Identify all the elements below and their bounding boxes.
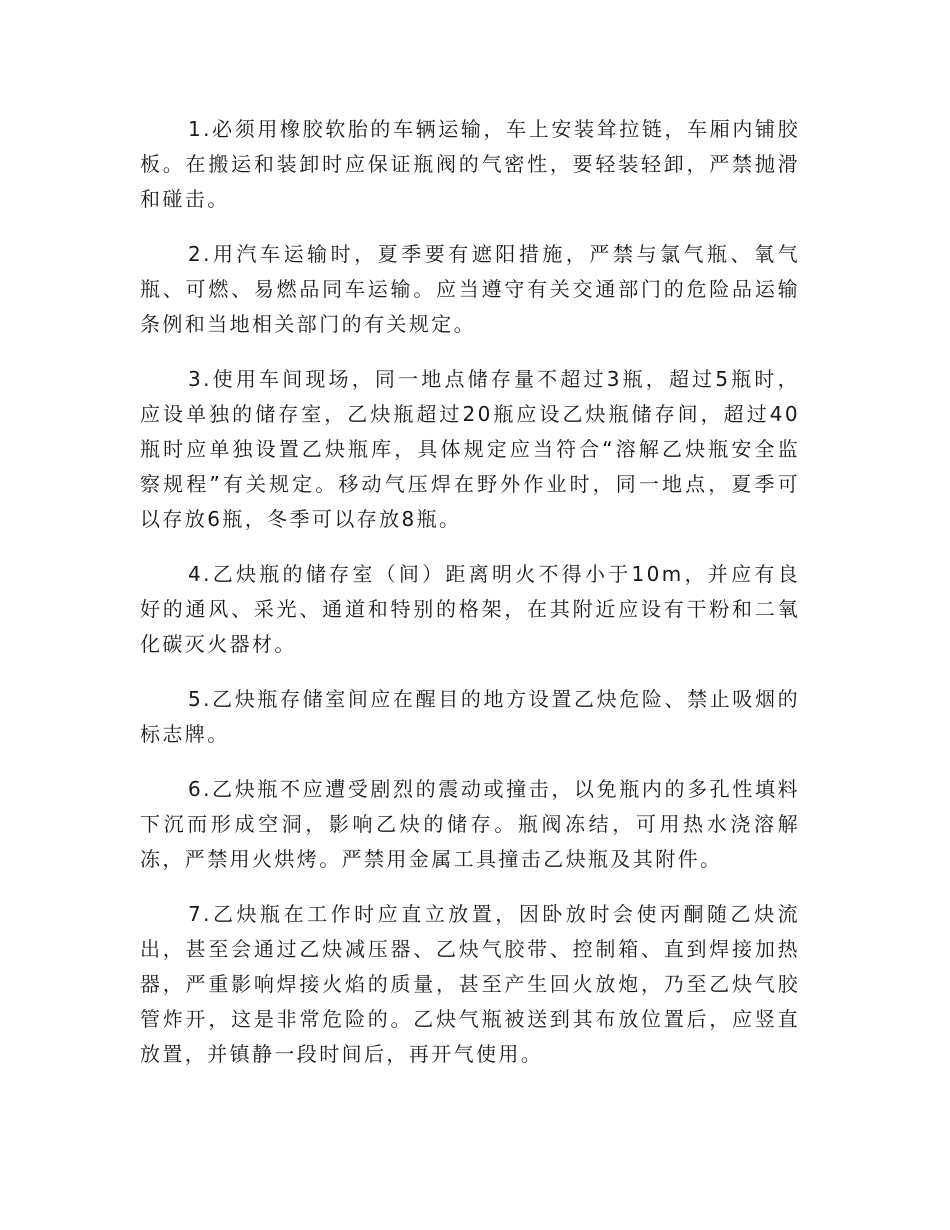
paragraph-1: 1.必须用橡胶软胎的车辆运输，车上安装耸拉链，车厢内铺胶板。在搬运和装卸时应保证瓶阀的气密性，要轻装轻卸，严禁抛滑和碰击。: [140, 117, 800, 211]
paragraph-5: 5.乙炔瓶存储室间应在醒目的地方设置乙炔危险、禁止吸烟的标志牌。: [140, 687, 800, 746]
paragraph-3: 3.使用车间现场，同一地点储存量不超过3瓶，超过5瓶时，应设单独的储存室，乙炔瓶超过20瓶应设乙炔瓶储存间，超过40瓶时应单独设置乙炔瓶库，具体规定应当符合“溶解乙炔瓶安全监察规程”有关规定。移动气压焊在野外作业时，同一地点，夏季可以存放6瓶，冬季可以存放8瓶。: [140, 367, 800, 531]
paragraph-7: 7.乙炔瓶在工作时应直立放置，因卧放时会使丙酮随乙炔流出，甚至会通过乙炔减压器、乙炔气胶带、控制箱、直到焊接加热器，严重影响焊接火焰的质量，甚至产生回火放炮，乃至乙炔气胶管炸开，这是非常危险的。乙炔气瓶被送到其布放位置后，应竖直放置，并镇静一段时间后，再开气使用。: [140, 902, 800, 1066]
paragraph-4: 4.乙炔瓶的储存室（间）距离明火不得小于10m，并应有良好的通风、采光、通道和特别的格架，在其附近应设有干粉和二氧化碳灭火器材。: [140, 562, 800, 656]
paragraph-2: 2.用汽车运输时，夏季要有遮阳措施，严禁与氯气瓶、氧气瓶、可燃、易燃品同车运输。应当遵守有关交通部门的危险品运输条例和当地相关部门的有关规定。: [140, 242, 800, 336]
paragraph-6: 6.乙炔瓶不应遭受剧烈的震动或撞击，以免瓶内的多孔性填料下沉而形成空洞，影响乙炔的储存。瓶阀冻结，可用热水浇溶解冻，严禁用火烘烤。严禁用金属工具撞击乙炔瓶及其附件。: [140, 777, 800, 871]
document-body: [140, 112, 800, 1092]
